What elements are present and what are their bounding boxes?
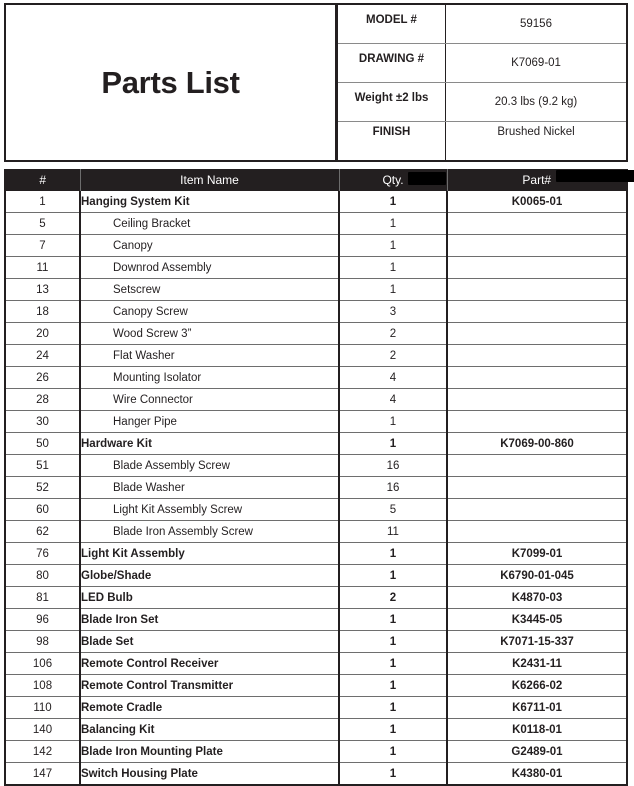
cell-quantity: 1 xyxy=(339,609,447,631)
cell-part-number-index: 26 xyxy=(6,367,80,389)
table-row xyxy=(6,301,626,323)
table-row xyxy=(6,499,626,521)
cell-item-name: Switch Housing Plate xyxy=(80,763,339,785)
table-row xyxy=(6,609,626,631)
cell-part-number-index: 96 xyxy=(6,609,80,631)
cell-quantity: 1 xyxy=(339,257,447,279)
cell-quantity: 1 xyxy=(339,191,447,213)
table-row xyxy=(6,433,626,455)
table-row xyxy=(6,653,626,675)
table-row xyxy=(6,257,626,279)
cell-item-name: LED Bulb xyxy=(80,587,339,609)
cell-quantity: 1 xyxy=(339,741,447,763)
cell-part-number-index: 7 xyxy=(6,235,80,257)
cell-part-number-index: 98 xyxy=(6,631,80,653)
cell-part-number xyxy=(447,499,626,521)
cell-part-number-index: 62 xyxy=(6,521,80,543)
cell-quantity: 1 xyxy=(339,719,447,741)
parts-table xyxy=(6,169,626,784)
cell-part-number-index: 76 xyxy=(6,543,80,565)
page-title: Parts List xyxy=(101,65,240,100)
cell-part-number xyxy=(447,411,626,433)
cell-quantity: 5 xyxy=(339,499,447,521)
cell-item-name: Setscrew xyxy=(80,279,339,301)
cell-item-name: Downrod Assembly xyxy=(80,257,339,279)
cell-quantity: 1 xyxy=(339,565,447,587)
cell-item-name: Flat Washer xyxy=(80,345,339,367)
cell-part-number xyxy=(447,213,626,235)
cell-part-number-index: 13 xyxy=(6,279,80,301)
cell-part-number: K7069-00-860 xyxy=(447,433,626,455)
cell-part-number-index: 5 xyxy=(6,213,80,235)
cell-quantity: 2 xyxy=(339,323,447,345)
cell-part-number: K4380-01 xyxy=(447,763,626,785)
cell-part-number-index: 1 xyxy=(6,191,80,213)
table-row xyxy=(6,213,626,235)
cell-item-name: Light Kit Assembly xyxy=(80,543,339,565)
title-box xyxy=(4,3,337,162)
cell-quantity: 4 xyxy=(339,389,447,411)
cell-item-name: Wire Connector xyxy=(80,389,339,411)
cell-item-name: Remote Control Receiver xyxy=(80,653,339,675)
cell-part-number-index: 24 xyxy=(6,345,80,367)
cell-part-number-index: 147 xyxy=(6,763,80,785)
table-row xyxy=(6,345,626,367)
column-header-number xyxy=(6,169,80,191)
cell-part-number-index: 20 xyxy=(6,323,80,345)
cell-part-number xyxy=(447,345,626,367)
spec-label-weight: Weight ±2 lbs xyxy=(338,83,446,121)
cell-part-number-index: 28 xyxy=(6,389,80,411)
cell-part-number xyxy=(447,455,626,477)
column-header-qty xyxy=(339,169,447,191)
table-row xyxy=(6,697,626,719)
spec-value-weight: 20.3 lbs (9.2 kg) xyxy=(494,96,578,108)
cell-part-number-index: 51 xyxy=(6,455,80,477)
cell-item-name: Canopy Screw xyxy=(80,301,339,323)
cell-quantity: 1 xyxy=(339,697,447,719)
table-row xyxy=(6,521,626,543)
cell-part-number: K7099-01 xyxy=(447,543,626,565)
cell-item-name: Ceiling Bracket xyxy=(80,213,339,235)
cell-part-number xyxy=(447,257,626,279)
table-row xyxy=(6,455,626,477)
table-row xyxy=(6,675,626,697)
cell-part-number-index: 50 xyxy=(6,433,80,455)
table-row xyxy=(6,565,626,587)
table-row xyxy=(6,279,626,301)
table-row xyxy=(6,477,626,499)
cell-part-number xyxy=(447,301,626,323)
spec-label-finish: FINISH xyxy=(338,122,446,160)
cell-quantity: 11 xyxy=(339,521,447,543)
cell-item-name: Hanging System Kit xyxy=(80,191,339,213)
cell-part-number xyxy=(447,367,626,389)
table-row xyxy=(6,543,626,565)
cell-quantity: 2 xyxy=(339,587,447,609)
cell-item-name: Blade Iron Assembly Screw xyxy=(80,521,339,543)
cell-part-number xyxy=(447,389,626,411)
spec-row-finish xyxy=(338,122,626,160)
spec-value-finish: Brushed Nickel xyxy=(497,126,575,138)
table-row xyxy=(6,323,626,345)
cell-part-number xyxy=(447,323,626,345)
column-header-part-number xyxy=(447,169,626,191)
table-row xyxy=(6,367,626,389)
cell-item-name: Hardware Kit xyxy=(80,433,339,455)
cell-item-name: Canopy xyxy=(80,235,339,257)
parts-table-container xyxy=(4,169,628,786)
column-header-part-number-label: Part# xyxy=(522,173,552,187)
cell-quantity: 2 xyxy=(339,345,447,367)
cell-part-number-index: 60 xyxy=(6,499,80,521)
table-row xyxy=(6,741,626,763)
parts-table-body xyxy=(6,191,626,784)
cell-item-name: Mounting Isolator xyxy=(80,367,339,389)
cell-quantity: 1 xyxy=(339,653,447,675)
cell-part-number: K2431-11 xyxy=(447,653,626,675)
cell-quantity: 1 xyxy=(339,433,447,455)
cell-part-number-index: 106 xyxy=(6,653,80,675)
spec-row-weight xyxy=(338,83,626,122)
cell-part-number-index: 30 xyxy=(6,411,80,433)
cell-quantity: 3 xyxy=(339,301,447,323)
cell-item-name: Remote Cradle xyxy=(80,697,339,719)
spec-value-drawing: K7069-01 xyxy=(511,57,561,69)
cell-part-number-index: 142 xyxy=(6,741,80,763)
cell-quantity: 1 xyxy=(339,631,447,653)
cell-part-number: K6266-02 xyxy=(447,675,626,697)
table-row xyxy=(6,235,626,257)
cell-quantity: 1 xyxy=(339,543,447,565)
table-header-row xyxy=(6,169,626,191)
cell-quantity: 4 xyxy=(339,367,447,389)
table-row xyxy=(6,763,626,785)
cell-part-number-index: 80 xyxy=(6,565,80,587)
column-header-item-name-label: Item Name xyxy=(180,173,239,187)
column-header-number-label: # xyxy=(39,173,47,187)
cell-quantity: 16 xyxy=(339,455,447,477)
column-header-qty-label: Qty. xyxy=(382,173,404,187)
redaction-mark-part-number xyxy=(556,170,634,182)
cell-part-number xyxy=(447,279,626,301)
spec-row-drawing xyxy=(338,44,626,83)
cell-quantity: 1 xyxy=(339,235,447,257)
cell-part-number: K6711-01 xyxy=(447,697,626,719)
cell-quantity: 1 xyxy=(339,763,447,785)
document-header-block xyxy=(4,3,628,162)
table-row xyxy=(6,719,626,741)
cell-part-number-index: 140 xyxy=(6,719,80,741)
table-row xyxy=(6,411,626,433)
specification-table xyxy=(337,3,628,162)
cell-part-number-index: 52 xyxy=(6,477,80,499)
table-row xyxy=(6,389,626,411)
cell-item-name: Blade Washer xyxy=(80,477,339,499)
cell-part-number-index: 110 xyxy=(6,697,80,719)
cell-part-number: G2489-01 xyxy=(447,741,626,763)
cell-item-name: Remote Control Transmitter xyxy=(80,675,339,697)
spec-row-model xyxy=(338,5,626,44)
cell-quantity: 16 xyxy=(339,477,447,499)
cell-part-number: K4870-03 xyxy=(447,587,626,609)
redaction-mark-qty xyxy=(408,172,446,185)
cell-item-name: Blade Iron Mounting Plate xyxy=(80,741,339,763)
cell-part-number: K7071-15-337 xyxy=(447,631,626,653)
cell-part-number: K0118-01 xyxy=(447,719,626,741)
cell-part-number-index: 81 xyxy=(6,587,80,609)
cell-part-number xyxy=(447,521,626,543)
cell-item-name: Globe/Shade xyxy=(80,565,339,587)
cell-item-name: Hanger Pipe xyxy=(80,411,339,433)
cell-quantity: 1 xyxy=(339,675,447,697)
cell-quantity: 1 xyxy=(339,213,447,235)
table-row xyxy=(6,631,626,653)
spec-label-drawing: DRAWING # xyxy=(338,44,446,82)
cell-quantity: 1 xyxy=(339,279,447,301)
cell-item-name: Blade Assembly Screw xyxy=(80,455,339,477)
cell-item-name: Blade Set xyxy=(80,631,339,653)
cell-part-number xyxy=(447,235,626,257)
cell-item-name: Balancing Kit xyxy=(80,719,339,741)
cell-part-number: K6790-01-045 xyxy=(447,565,626,587)
cell-part-number-index: 11 xyxy=(6,257,80,279)
cell-part-number-index: 18 xyxy=(6,301,80,323)
spec-value-model: 59156 xyxy=(520,18,552,30)
cell-part-number: K0065-01 xyxy=(447,191,626,213)
cell-item-name: Blade Iron Set xyxy=(80,609,339,631)
cell-part-number-index: 108 xyxy=(6,675,80,697)
cell-quantity: 1 xyxy=(339,411,447,433)
cell-item-name: Light Kit Assembly Screw xyxy=(80,499,339,521)
table-row xyxy=(6,587,626,609)
column-header-item-name xyxy=(80,169,339,191)
cell-item-name: Wood Screw 3” xyxy=(80,323,339,345)
cell-part-number xyxy=(447,477,626,499)
spec-label-model: MODEL # xyxy=(338,5,446,43)
cell-part-number: K3445-05 xyxy=(447,609,626,631)
table-row xyxy=(6,191,626,213)
